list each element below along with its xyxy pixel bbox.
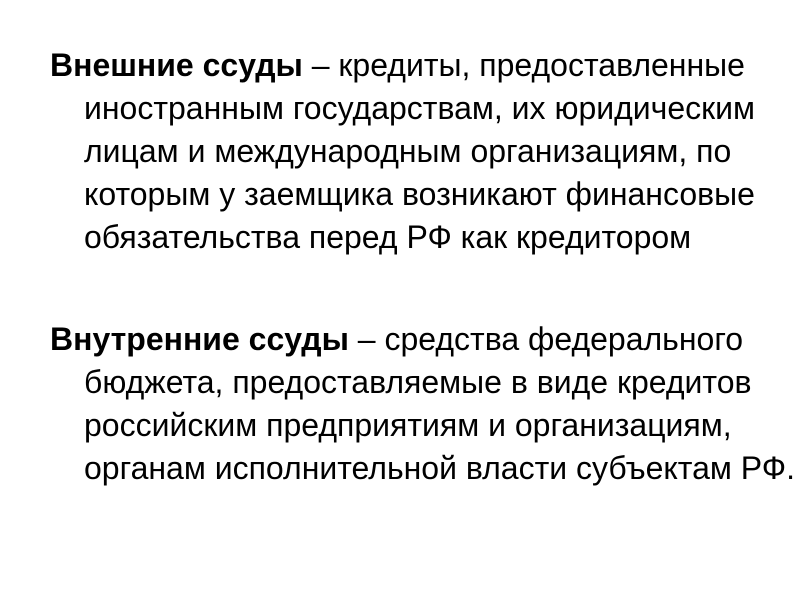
definition-external-loans xyxy=(50,44,800,259)
definition-internal-loans xyxy=(50,318,800,490)
definition-text-external-loans: – кредиты, предоставленные иностранным государствам, их юридическим лицам и международным организациям, по которым у заемщика возникают финансовые обязательства перед РФ как кредитором xyxy=(84,47,755,255)
term-internal-loans: Внутренние ссуды xyxy=(50,321,349,357)
definition-text-internal-loans: – средства федерального бюджета, предоставляемые в виде кредитов российским предприятиям и организациям, органам исполнительной власти субъектам РФ. xyxy=(84,321,795,486)
term-external-loans: Внешние ссуды xyxy=(50,47,303,83)
